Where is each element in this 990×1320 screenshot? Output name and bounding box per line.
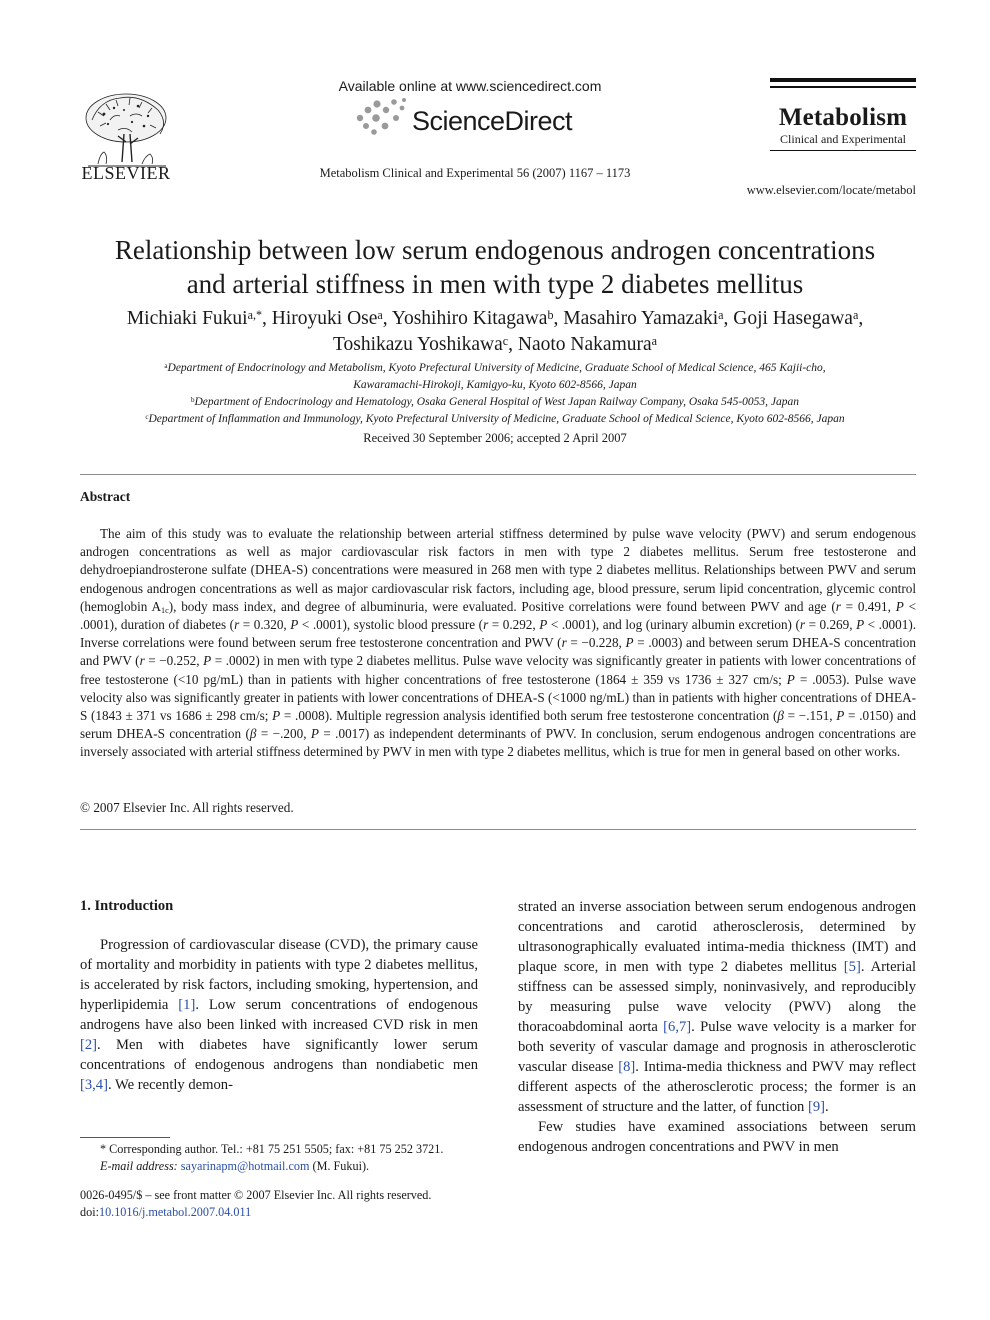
email-note: E-mail address: sayarinapm@hotmail.com (M. Fukui). bbox=[100, 1159, 370, 1173]
author-name: Hiroyuki Ose bbox=[271, 308, 378, 329]
body-column-left: Progression of cardiovascular disease (CVD), the primary cause of mortality and morbidity in patients with type 2 diabetes mellitus, is accelerated by risk factors, including smoking, hypertension, and hyperlipidemia [1]. Low serum concentrations of endogenous androgens have also been linked with increased CVD risk in men [2]. Men with diabetes have significantly lower serum concentrations of endogenous androgens than nondiabetic men [3,4]. We recently demon- bbox=[80, 937, 478, 1093]
affiliation-mark: c bbox=[145, 412, 149, 421]
affiliation-continued: Kawaramachi-Hirokoji, Kamigyo-ku, Kyoto 602-8566, Japan bbox=[353, 379, 637, 391]
title-line: Relationship between low serum endogenous androgen concentrations bbox=[114, 235, 876, 265]
author-affiliation-mark[interactable]: a bbox=[852, 307, 859, 322]
affiliation-list bbox=[60, 360, 930, 428]
citation-link[interactable]: [9] bbox=[808, 1099, 826, 1115]
journal-logo-subtitle: Clinical and Experimental bbox=[780, 132, 906, 146]
author-name: Toshikazu Yoshikawa bbox=[332, 334, 503, 355]
journal-logo-rule bbox=[770, 150, 916, 151]
author-list bbox=[60, 306, 930, 358]
citation-link[interactable]: [8] bbox=[618, 1059, 636, 1075]
citation-link[interactable]: [1] bbox=[178, 997, 196, 1013]
corresponding-author-note: * Corresponding author. Tel.: +81 75 251 5505; fax: +81 75 252 3721. bbox=[100, 1142, 444, 1156]
author-name: Naoto Nakamura bbox=[517, 334, 652, 355]
author-affiliation-mark[interactable]: a bbox=[651, 333, 658, 348]
title-line: and arterial stiffness in men with type 2 diabetes mellitus bbox=[186, 269, 804, 299]
author-affiliation-mark[interactable]: c bbox=[502, 333, 509, 348]
journal-url[interactable]: www.elsevier.com/locate/metabol bbox=[746, 183, 916, 197]
issn-note: 0026-0495/$ – see front matter © 2007 Elsevier Inc. All rights reserved. bbox=[80, 1188, 432, 1202]
available-online-text: Available online at www.sciencedirect.com bbox=[338, 78, 602, 94]
section-heading-introduction: 1. Introduction bbox=[80, 898, 174, 914]
journal-logo-title: Metabolism bbox=[778, 104, 908, 131]
sciencedirect-wordmark: ScienceDirect bbox=[412, 106, 573, 136]
citation-link[interactable]: [6,7] bbox=[663, 1019, 692, 1035]
citation-link[interactable]: [3,4] bbox=[80, 1077, 108, 1093]
footnote bbox=[80, 1141, 478, 1175]
footnote-divider bbox=[80, 1137, 170, 1138]
author-name: Masahiro Yamazaki bbox=[563, 308, 719, 329]
citation-link[interactable]: [2] bbox=[80, 1037, 98, 1053]
doi-line: doi:10.1016/j.metabol.2007.04.011 bbox=[80, 1205, 252, 1219]
copyright-notice: © 2007 Elsevier Inc. All rights reserved. bbox=[80, 800, 294, 815]
received-dates: Received 30 September 2006; accepted 2 April 2007 bbox=[363, 431, 627, 445]
author-affiliation-mark[interactable]: a,* bbox=[247, 307, 263, 322]
journal-citation: Metabolism Clinical and Experimental 56 (2007) 1167 – 1173 bbox=[319, 166, 631, 180]
author-name: Goji Hasegawa bbox=[733, 308, 853, 329]
author-affiliation-mark[interactable]: b bbox=[547, 307, 554, 322]
author-name: Michiaki Fukui bbox=[126, 308, 248, 329]
journal-logo-rule bbox=[770, 78, 916, 82]
abstract-text: The aim of this study was to evaluate the relationship between arterial stiffness determined by pulse wave velocity (PWV) and serum endogenous androgen concentrations as well as major cardiovascular risk factors in men with type 2 diabetes mellitus. Serum free testosterone and dehydroepiandrosterone sulfate (DHEA-S) concentrations were measured in 268 men with type 2 diabetes mellitus. Relationships between PWV and serum endogenous androgen concentrations as well as major cardiovascular risk factors, including age, blood pressure, serum lipid concentration, glycemic control (hemoglobin $A_{1c}$), body mass index, and degree of albuminuria, were evaluated. Positive correlations were found between PWV and age (r = 0.491, P < .0001), duration of diabetes (r = 0.320, P < .0001), systolic blood pressure (r = 0.292, P < .0001), and log (urinary albumin excretion) (r = 0.269, P < .0001). Inverse correlations were found between serum free testosterone concentration and PWV (r = −0.228, P = .0003) and between serum DHEA-S concentration and PWV (r = −0.252, P = .0002) in men with type 2 diabetes mellitus. Pulse wave velocity was significantly greater in patients with lower concentrations of free testosterone (<10 pg/mL) than in patients with higher concentrations of free testosterone (1864 ± 359 vs 1736 ± 327 cm/s; P = .0053). Pulse wave velocity also was significantly greater in patients with lower concentrations of DHEA-S (<1000 ng/mL) than in patients with higher concentrations of DHEA-S (1843 ± 371 vs 1686 ± 298 cm/s; P = .0008). Multiple regression analysis identified both serum free testosterone concentration (β = −.151, P = .0150) and serum DHEA-S concentration (β = −.200, P = .0017) as independent determinants of PWV. In conclusion, serum endogenous androgen concentrations are inversely associated with arterial stiffness determined by PWV in men with type 2 diabetes mellitus, which is true for men in general based on other works. bbox=[80, 526, 917, 760]
abstract-heading: Abstract bbox=[80, 489, 131, 504]
section-divider bbox=[80, 829, 916, 830]
affiliation: $^c$Department of Inflammation and Immunology, Kyoto Prefectural University of Medicine, Graduate School of Medical Science, Kyoto 602-8566, Japan bbox=[145, 412, 845, 425]
author-line: Toshikazu Yoshikawa$^c$, Naoto Nakamura$^a$ bbox=[332, 333, 658, 355]
article-title bbox=[60, 233, 930, 301]
doi-link[interactable]: 10.1016/j.metabol.2007.04.011 bbox=[98, 1205, 252, 1219]
affiliation: $^a$Department of Endocrinology and Metabolism, Kyoto Prefectural University of Medicine, Graduate School of Medical Science, 465 Kajii-cho, bbox=[164, 361, 826, 374]
email-link[interactable]: sayarinapm@hotmail.com bbox=[180, 1159, 310, 1173]
affiliation-mark: a bbox=[164, 361, 168, 370]
journal-logo-rule bbox=[770, 86, 916, 88]
affiliation-mark: b bbox=[190, 395, 195, 404]
front-matter bbox=[80, 1187, 478, 1221]
section-divider bbox=[80, 474, 916, 475]
affiliation: $^b$Department of Endocrinology and Hematology, Osaka General Hospital of West Japan Railway Company, Osaka 545-0053, Japan bbox=[190, 395, 800, 408]
author-affiliation-mark[interactable]: a bbox=[377, 307, 383, 322]
author-line: Michiaki Fukui$^{a,*}$, Hiroyuki Ose$^a$, Yoshihiro Kitagawa$^b$, Masahiro Yamazaki$^a$, Goji Hasegawa$^a$, bbox=[126, 307, 864, 329]
author-name: Yoshihiro Kitagawa bbox=[391, 308, 548, 329]
author-affiliation-mark[interactable]: a bbox=[718, 307, 724, 322]
elsevier-wordmark: ELSEVIER bbox=[81, 163, 171, 183]
citation-link[interactable]: [5] bbox=[843, 959, 861, 975]
body-column-right: strated an inverse association between serum endogenous androgen concentrations and carotid atherosclerosis, determined by ultrasonographically evaluated intima-media thickness (IMT) and plaque score, in men with type 2 diabetes mellitus [5]. Arterial stiffness can be assessed simply, noninvasively, and reproducibly by measuring pulse wave velocity (PWV) along the thoracoabdominal aorta [6,7]. Pulse wave velocity is a marker for both severity of vascular damage and prognosis in atherosclerotic vascular disease [8]. Intima-media thickness and PWV may reflect different aspects of the atherosclerotic process; the former is an assessment of structure and the latter, of function [9]. Few studies have examined associations between serum endogenous androgen concentrations and PWV in men bbox=[518, 899, 917, 1155]
